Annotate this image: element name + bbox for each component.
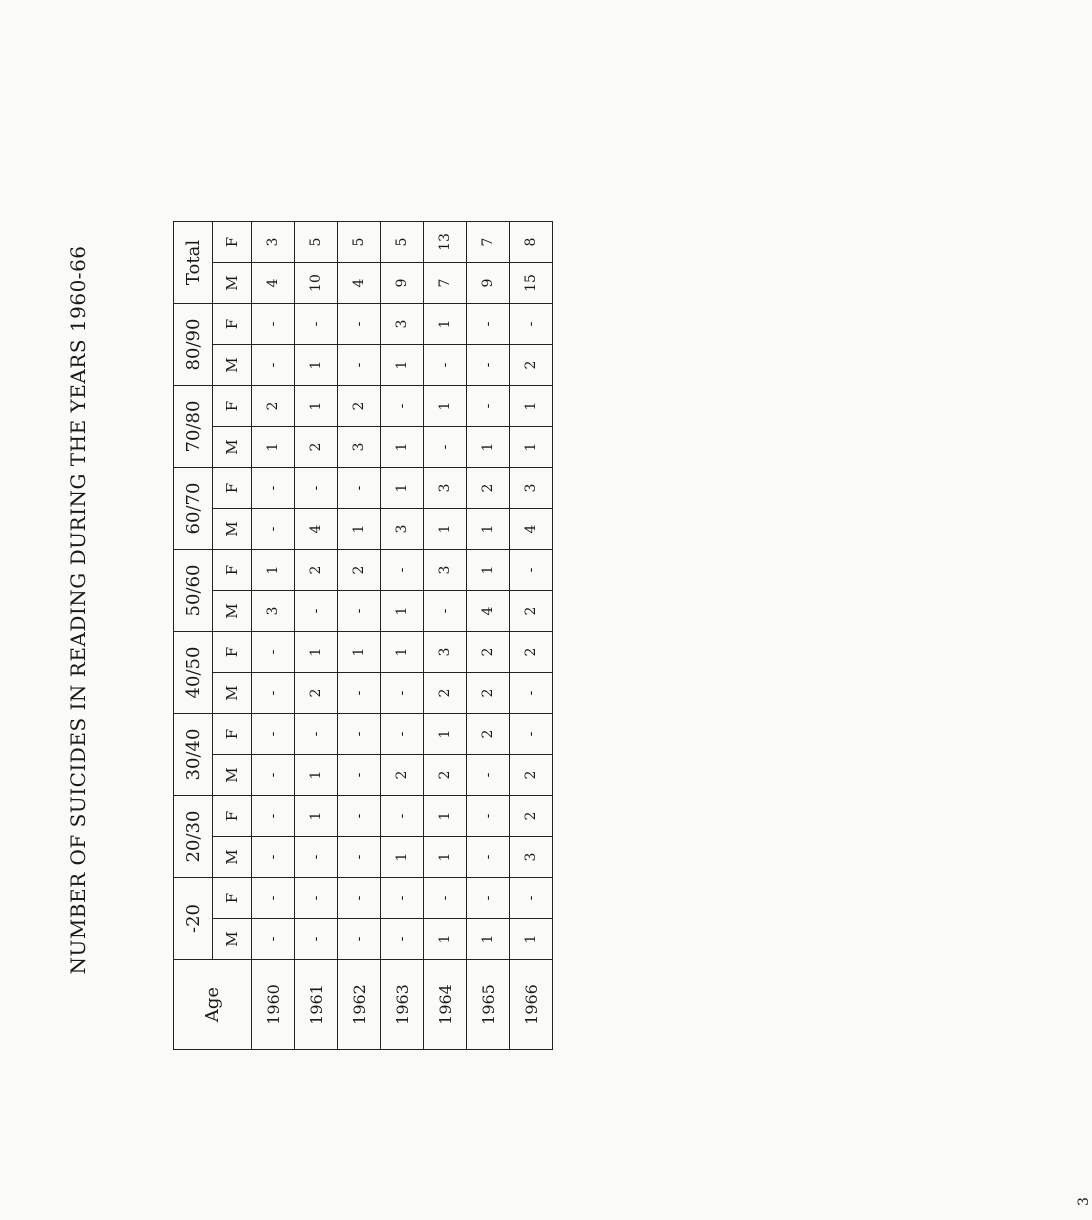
count-cell: 1 <box>338 509 381 550</box>
count-cell: - <box>381 386 424 427</box>
count-cell: 1 <box>510 427 553 468</box>
count-cell: - <box>467 878 510 919</box>
count-cell: 1 <box>295 386 338 427</box>
suicides-table <box>173 221 553 1050</box>
total-cell: 10 <box>295 263 338 304</box>
female-header: F <box>213 304 252 345</box>
table-row <box>295 222 338 1050</box>
count-cell: 4 <box>467 591 510 632</box>
count-cell: - <box>424 878 467 919</box>
page-number: 3 <box>1076 1197 1092 1206</box>
total-cell: 5 <box>295 222 338 263</box>
count-cell: - <box>338 755 381 796</box>
table-row <box>252 222 295 1050</box>
total-cell: 9 <box>381 263 424 304</box>
count-cell: - <box>381 550 424 591</box>
female-header: F <box>213 714 252 755</box>
count-cell: 2 <box>467 632 510 673</box>
count-cell: 1 <box>381 837 424 878</box>
count-cell: - <box>295 591 338 632</box>
table-row <box>424 222 467 1050</box>
count-cell: - <box>467 755 510 796</box>
count-cell: 2 <box>467 714 510 755</box>
count-cell: 4 <box>295 509 338 550</box>
total-cell: 4 <box>252 263 295 304</box>
count-cell: 1 <box>424 386 467 427</box>
count-cell: 1 <box>510 919 553 960</box>
count-cell: 1 <box>467 550 510 591</box>
count-cell: - <box>467 837 510 878</box>
count-cell: 2 <box>295 550 338 591</box>
count-cell: - <box>381 714 424 755</box>
female-header: F <box>213 222 252 263</box>
count-cell: 2 <box>510 796 553 837</box>
count-cell: 3 <box>338 427 381 468</box>
count-cell: - <box>252 509 295 550</box>
age-group-header: -20 <box>174 878 213 960</box>
year-cell: 1960 <box>252 960 295 1050</box>
total-cell: 9 <box>467 263 510 304</box>
count-cell: 1 <box>295 345 338 386</box>
count-cell: - <box>338 714 381 755</box>
count-cell: - <box>510 878 553 919</box>
male-header: M <box>213 263 252 304</box>
count-cell: - <box>338 796 381 837</box>
count-cell: - <box>338 919 381 960</box>
count-cell: 2 <box>424 673 467 714</box>
count-cell: - <box>338 591 381 632</box>
count-cell: - <box>295 468 338 509</box>
count-cell: 1 <box>424 796 467 837</box>
age-group-header: 20/30 <box>174 796 213 878</box>
count-cell: 1 <box>381 427 424 468</box>
count-cell: 1 <box>510 386 553 427</box>
male-header: M <box>213 919 252 960</box>
year-cell: 1964 <box>424 960 467 1050</box>
group-header-row <box>174 222 213 1050</box>
male-header: M <box>213 673 252 714</box>
count-cell: - <box>467 796 510 837</box>
total-cell: 13 <box>424 222 467 263</box>
count-cell: - <box>295 919 338 960</box>
count-cell: - <box>338 878 381 919</box>
age-group-header: 50/60 <box>174 550 213 632</box>
count-cell: - <box>338 673 381 714</box>
count-cell: - <box>467 304 510 345</box>
count-cell: - <box>252 755 295 796</box>
count-cell: - <box>338 468 381 509</box>
female-header: F <box>213 550 252 591</box>
total-cell: 4 <box>338 263 381 304</box>
count-cell: 3 <box>252 591 295 632</box>
count-cell: 1 <box>424 509 467 550</box>
count-cell: 1 <box>424 304 467 345</box>
count-cell: - <box>252 878 295 919</box>
female-header: F <box>213 632 252 673</box>
count-cell: - <box>510 673 553 714</box>
count-cell: 2 <box>467 468 510 509</box>
table-row <box>338 222 381 1050</box>
count-cell: - <box>252 468 295 509</box>
year-cell: 1963 <box>381 960 424 1050</box>
table-row <box>467 222 510 1050</box>
count-cell: 2 <box>252 386 295 427</box>
total-cell: 5 <box>381 222 424 263</box>
count-cell: - <box>381 796 424 837</box>
count-cell: 3 <box>424 550 467 591</box>
total-cell: 5 <box>338 222 381 263</box>
count-cell: 2 <box>510 591 553 632</box>
count-cell: 1 <box>424 714 467 755</box>
count-cell: - <box>252 673 295 714</box>
year-cell: 1966 <box>510 960 553 1050</box>
count-cell: - <box>252 919 295 960</box>
count-cell: 1 <box>424 837 467 878</box>
count-cell: 1 <box>467 919 510 960</box>
count-cell: - <box>252 796 295 837</box>
count-cell: 1 <box>381 468 424 509</box>
table-body <box>252 222 553 1050</box>
count-cell: - <box>252 632 295 673</box>
age-group-header: 40/50 <box>174 632 213 714</box>
female-header: F <box>213 878 252 919</box>
count-cell: 3 <box>381 304 424 345</box>
count-cell: 2 <box>338 386 381 427</box>
count-cell: - <box>252 304 295 345</box>
age-group-header: 30/40 <box>174 714 213 796</box>
age-group-header: 60/70 <box>174 468 213 550</box>
count-cell: 2 <box>467 673 510 714</box>
count-cell: 2 <box>510 632 553 673</box>
count-cell: 1 <box>381 591 424 632</box>
count-cell: - <box>295 837 338 878</box>
count-cell: - <box>295 878 338 919</box>
count-cell: - <box>295 304 338 345</box>
male-header: M <box>213 345 252 386</box>
age-header: Age <box>174 960 252 1050</box>
count-cell: 1 <box>252 427 295 468</box>
count-cell: 3 <box>424 468 467 509</box>
count-cell: 1 <box>338 632 381 673</box>
count-cell: 1 <box>467 509 510 550</box>
table-row <box>510 222 553 1050</box>
total-cell: 15 <box>510 263 553 304</box>
count-cell: 3 <box>510 468 553 509</box>
female-header: F <box>213 468 252 509</box>
female-header: F <box>213 386 252 427</box>
male-header: M <box>213 591 252 632</box>
count-cell: 3 <box>424 632 467 673</box>
count-cell: 1 <box>295 796 338 837</box>
count-cell: - <box>381 673 424 714</box>
count-cell: - <box>467 345 510 386</box>
count-cell: 2 <box>338 550 381 591</box>
total-cell: 7 <box>467 222 510 263</box>
male-header: M <box>213 509 252 550</box>
count-cell: - <box>381 919 424 960</box>
male-header: M <box>213 427 252 468</box>
age-group-header: 80/90 <box>174 304 213 386</box>
count-cell: 1 <box>381 345 424 386</box>
count-cell: 3 <box>510 837 553 878</box>
male-header: M <box>213 837 252 878</box>
count-cell: - <box>510 550 553 591</box>
count-cell: 1 <box>424 919 467 960</box>
count-cell: 1 <box>295 755 338 796</box>
year-cell: 1961 <box>295 960 338 1050</box>
female-header: F <box>213 796 252 837</box>
count-cell: 1 <box>467 427 510 468</box>
age-group-header: 70/80 <box>174 386 213 468</box>
count-cell: 4 <box>510 509 553 550</box>
count-cell: 1 <box>252 550 295 591</box>
page-title: NUMBER OF SUICIDES IN READING DURING THE YEARS 1960-66 <box>66 245 90 975</box>
male-header: M <box>213 755 252 796</box>
sex-header-row <box>213 222 252 1050</box>
count-cell: 1 <box>381 632 424 673</box>
count-cell: - <box>467 386 510 427</box>
count-cell: 2 <box>424 755 467 796</box>
count-cell: - <box>338 304 381 345</box>
table-row <box>381 222 424 1050</box>
count-cell: - <box>424 345 467 386</box>
count-cell: 2 <box>381 755 424 796</box>
count-cell: 2 <box>295 427 338 468</box>
count-cell: - <box>338 837 381 878</box>
count-cell: - <box>252 837 295 878</box>
year-cell: 1965 <box>467 960 510 1050</box>
total-cell: 7 <box>424 263 467 304</box>
total-header: Total <box>174 222 213 304</box>
count-cell: - <box>424 427 467 468</box>
count-cell: - <box>510 714 553 755</box>
total-cell: 8 <box>510 222 553 263</box>
count-cell: 1 <box>295 632 338 673</box>
count-cell: 2 <box>510 345 553 386</box>
count-cell: - <box>295 714 338 755</box>
total-cell: 3 <box>252 222 295 263</box>
count-cell: 3 <box>381 509 424 550</box>
year-cell: 1962 <box>338 960 381 1050</box>
count-cell: - <box>252 714 295 755</box>
count-cell: - <box>252 345 295 386</box>
count-cell: - <box>338 345 381 386</box>
count-cell: - <box>510 304 553 345</box>
count-cell: - <box>381 878 424 919</box>
count-cell: 2 <box>510 755 553 796</box>
count-cell: 2 <box>295 673 338 714</box>
count-cell: - <box>424 591 467 632</box>
